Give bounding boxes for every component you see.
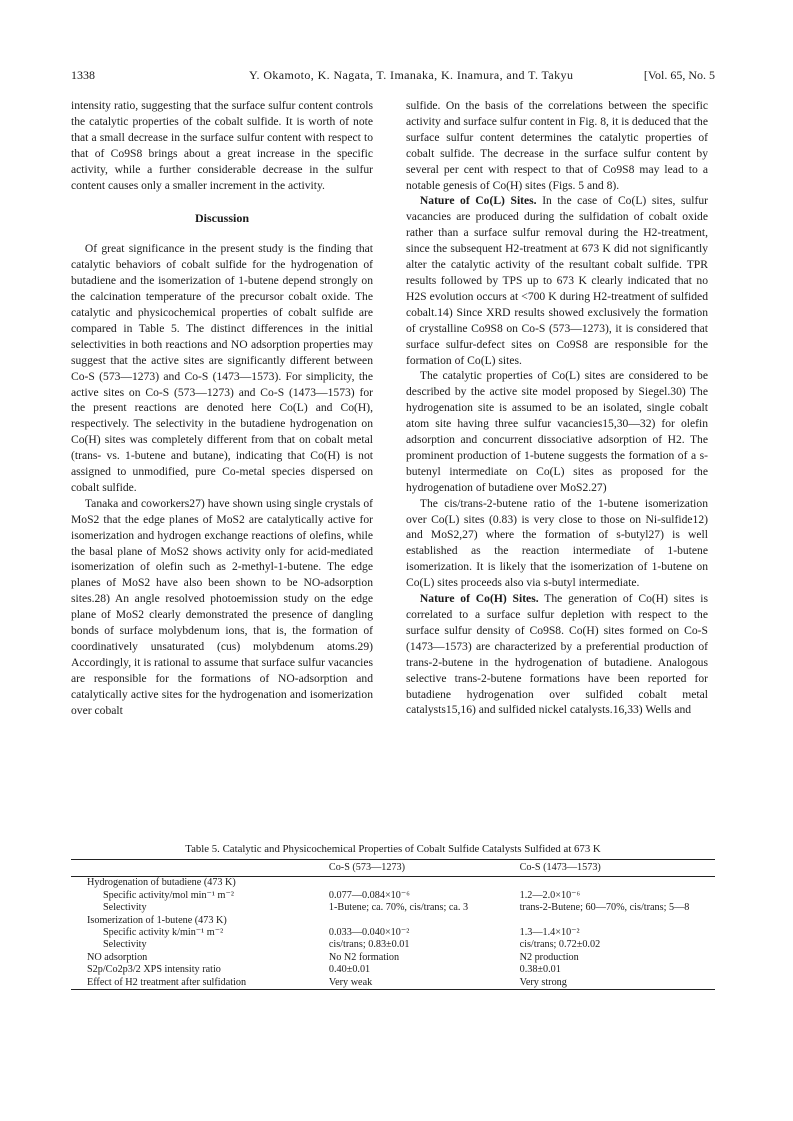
- cell-co-s-low: Very weak: [327, 977, 518, 990]
- row-label: Isomerization of 1-butene (473 K): [87, 914, 227, 926]
- runin-heading: Nature of Co(H) Sites.: [419, 592, 539, 606]
- paragraph: sulfide. On the basis of the correlations between the specific activity and surface sulfur content in Fig. 8, it is deduced that the surface sulfur content determines the catalytic properties of cobalt sulfide. The decrease in the surface sulfur content by several per cent with respect to that of Co9S8 may lead to a notable genesis of Co(H) sites (Figs. 5 and 8).: [406, 99, 708, 192]
- table-row: [71, 977, 715, 990]
- column-header-co-s-high: Co-S (1473—1573): [518, 860, 715, 877]
- table-row: [71, 964, 715, 976]
- cell-co-s-low: No N2 formation: [328, 951, 400, 963]
- cell-co-s-high: [518, 915, 715, 927]
- table-row: [71, 890, 715, 902]
- cell-co-s-high: 1.3—1.4×10⁻²: [519, 927, 580, 939]
- row-label: NO adsorption: [87, 951, 148, 963]
- paragraph: The catalytic properties of Co(L) sites are considered to be described by the active site model proposed by Siegel.30) The hydrogenation site is assumed to be an isolated, single cobalt atom site having three sulfur vacancies15,30—32) for olefin adsorption and concurrent dissociative adsorption of H2. The prominent production of 1-butene suggests the formation of a s-butenyl intermediate on Co(L) sites as proposed for the hydrogenation of butadiene over MoS2.27): [406, 369, 708, 494]
- runin-heading: Nature of Co(L) Sites.: [419, 194, 537, 208]
- section-heading-discussion: Discussion: [194, 211, 250, 226]
- row-label: S2p/Co2p3/2 XPS intensity ratio: [87, 964, 221, 976]
- cell-co-s-low: 0.033—0.040×10⁻²: [328, 927, 410, 939]
- table-row: [71, 927, 715, 939]
- paragraph-co-l-sites: [406, 193, 708, 368]
- row-label: Specific activity/mol min⁻¹ m⁻²: [103, 889, 234, 901]
- row-label: Specific activity k/min⁻¹ m⁻²: [103, 927, 224, 939]
- table-row: [71, 939, 715, 951]
- table-row: [71, 902, 715, 914]
- page-number: 1338: [71, 68, 95, 82]
- properties-table: [71, 859, 715, 990]
- table-5: [71, 843, 715, 990]
- paragraph-co-h-sites: [406, 591, 708, 718]
- paragraph: Tanaka and coworkers27) have shown using single crystals of MoS2 that the edge planes of MoS2 are catalytically active for isomerization and hydrogen exchange reactions of olefins, while the basal plane of MoS2 shows activity only for acid-mediated isomerization of olefin such as 2-methyl-1-butene. The edge planes of MoS2 have also been shown to be NO-adsorption sites.28) An angle resolved photoemission study on the edge plane of MoS2 clearly demonstrated the presence of dangling bonds of surface molybdenum ions, that is, the formation of coordinatively unsaturated (cus) molybdenum atoms.29) Accordingly, it is rational to assume that surface sulfur vacancies are responsible for the formations of NO-adsorption and catalytically active sites for the hydrogenation and isomerization over cobalt: [71, 496, 373, 717]
- cell-co-s-high: trans-2-Butene; 60—70%, cis/trans; 5—8: [519, 902, 690, 914]
- row-label: Selectivity: [103, 939, 147, 951]
- cell-co-s-high: cis/trans; 0.72±0.02: [519, 939, 601, 951]
- paragraph: Of great significance in the present study is the finding that catalytic behaviors of cobalt sulfide for the hydrogenation of butadiene and the isomerization of 1-butene depend strongly on the calcination temperature of the precursor cobalt oxide. The catalytic and physicochemical properties of cobalt sulfide are compared in Table 5. The distinct differences in the initial selectivities in both reactions and NO adsorption properties may suggest that the active sites are significantly different between Co-S (573—1273) and Co-S (1473—1573). For simplicity, the active sites on Co-S (573—1273) and Co-S (1473—1573) for the present reactions are denoted here Co(L) and Co(H), respectively. The selectivity in the butadiene hydrogenation on Co(H) sites was completely different from that on cobalt metal (trans- vs. 1-butene and butane), indicating that Co(H) is not assigned to unmodified, pure Co-metal species dispersed on cobalt sulfide.: [71, 242, 373, 494]
- cell-co-s-high: Very strong: [518, 977, 715, 990]
- cell-co-s-low: [327, 915, 518, 927]
- paragraph-body: The generation of Co(H) sites is correlated to a surface sulfur depletion with respect to the surface sulfur density of Co9S8. Co(H) sites formed on Co-S (1473—1573) are characterized by a preferential production of trans-2-butene in the hydrogenation of butadiene. Analogous selective trans-2-butene formations have been reported for butadiene hydrogenation over sulfided cobalt metal catalysts15,16) and sulfided nickel catalysts.16,33) Wells and: [406, 592, 708, 717]
- table-body: [71, 877, 715, 990]
- paragraph: intensity ratio, suggesting that the surface sulfur content controls the catalytic properties of the cobalt sulfide. It is worth of note that a small decrease in the surface sulfur content with respect to that of Co9S8 brings about a great increase in the specific activity, while a further considerable decrease in the sulfur content causes only a smaller increment in the activity.: [71, 99, 373, 192]
- left-column: [71, 98, 373, 719]
- cell-co-s-low: 0.40±0.01: [328, 964, 371, 976]
- cell-co-s-high: 1.2—2.0×10⁻⁶: [519, 889, 581, 901]
- table-row: [71, 877, 715, 890]
- header-journal-volume: [Vol. 65, No. 5: [643, 68, 715, 82]
- table-row: [71, 952, 715, 964]
- row-label: Selectivity: [103, 902, 147, 914]
- paragraph: The cis/trans-2-butene ratio of the 1-butene isomerization over Co(L) sites (0.83) is very close to those on Ni-sulfide12) and MoS2,27) where the formation of s-butyl27) is well established as the reaction intermediate of 1-butene isomerization. It is likely that the isomerization of 1-butene on Co(L) sites proceeds also via s-butyl intermediate.: [406, 496, 708, 590]
- cell-co-s-high: 0.38±0.01: [519, 964, 561, 976]
- cell-co-s-low: cis/trans; 0.83±0.01: [328, 939, 410, 951]
- cell-co-s-high: N2 production: [519, 951, 579, 963]
- cell-co-s-high: [518, 877, 715, 890]
- cell-co-s-low: 0.077—0.084×10⁻⁶: [328, 889, 410, 901]
- paragraph-body: In the case of Co(L) sites, sulfur vacancies are produced during the sulfidation of cobalt oxide rather than a surface sulfur removal during the H2-treatment, since the subsequent H2-treatment at 673 K did not significantly alter the catalytic activity of the resultant cobalt sulfide. TPR results followed by TPS up to 673 K clearly indicated that no H2S evolution occurs at <700 K during H2-treatment of sulfided cobalt.14) Since XRD results showed exclusively the formation of crystalline Co9S8 on Co-S (573—1273), it is considered that surface sulfur-defect sites on Co9S8 are responsible for the formation of Co(L) sites.: [406, 194, 709, 367]
- cell-co-s-low: [327, 877, 518, 890]
- header-authors: Y. Okamoto, K. Nagata, T. Imanaka, K. Inamura, and T. Takyu: [249, 68, 574, 82]
- row-label: Hydrogenation of butadiene (473 K): [87, 877, 236, 889]
- table-header-blank: [71, 860, 327, 877]
- running-header: [71, 68, 715, 88]
- table-caption: Table 5. Catalytic and Physicochemical Properties of Cobalt Sulfide Catalysts Sulfided at 673 K: [185, 843, 601, 855]
- row-label: Effect of H2 treatment after sulfidation: [71, 977, 327, 990]
- table-row: [71, 915, 715, 927]
- column-header-co-s-low: Co-S (573—1273): [327, 860, 518, 877]
- cell-co-s-low: 1-Butene; ca. 70%, cis/trans; ca. 3: [328, 902, 469, 914]
- right-column: [406, 98, 708, 718]
